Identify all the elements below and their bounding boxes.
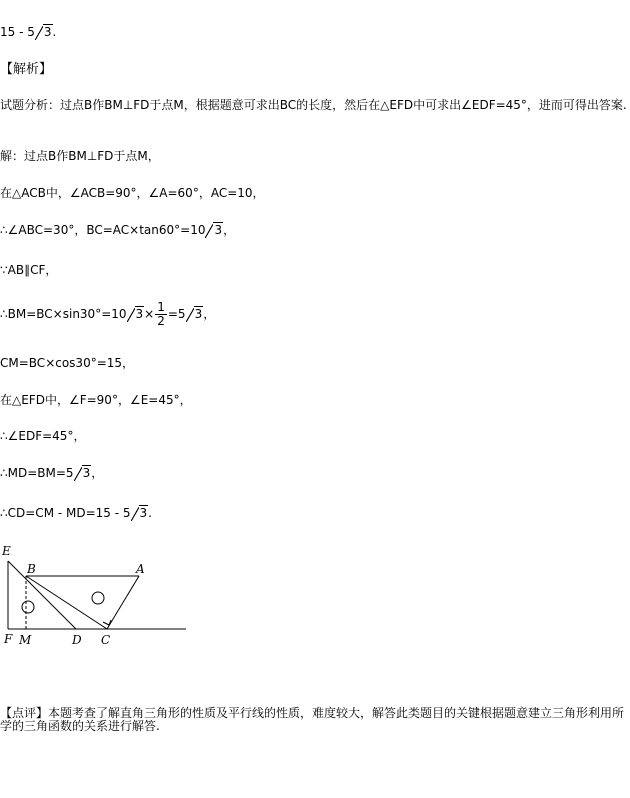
geometry-figure	[0, 543, 200, 653]
times-sign: ×	[144, 307, 155, 321]
line-bm-end: ，	[203, 307, 216, 321]
analysis-heading: 【解析】	[0, 62, 53, 77]
fraction-half: $\frac{1}{2}$	[157, 300, 165, 328]
line-cd-text: ∴CD=CM - MD=15 - 5	[0, 506, 131, 520]
answer-prefix: 15 - 5	[0, 25, 35, 39]
line-bm-eq: =5	[167, 307, 186, 321]
line-bc-text: ∴∠ABC=30°，BC=AC×tan60°=10	[0, 223, 206, 237]
label-b: B	[27, 562, 36, 576]
sqrt-symbol: 3	[127, 306, 145, 322]
right-angle-mark	[103, 620, 111, 625]
analysis-text: 试题分析：过点B作BM⊥FD于点M，根据题意可求出BC的长度，然后在△EFD中可求出∠EDF=45°，进而可得出答案.	[0, 98, 627, 112]
answer-suffix: .	[52, 25, 57, 39]
label-f: F	[4, 632, 13, 646]
sqrt-symbol: 3	[74, 465, 92, 481]
line-md-end: ，	[91, 466, 104, 480]
circle-right	[92, 592, 104, 604]
label-e: E	[2, 544, 11, 558]
sqrt-symbol: 3	[205, 222, 223, 238]
answer-line	[0, 24, 56, 40]
segment-ed	[8, 561, 76, 629]
sqrt-symbol: 3	[131, 505, 149, 521]
line-triangle-acb: 在△ACB中，∠ACB=90°，∠A=60°，AC=10，	[0, 186, 265, 200]
line-cd-end: .	[148, 506, 152, 520]
label-c: C	[101, 633, 111, 647]
label-a: A	[136, 562, 145, 576]
line-triangle-efd: 在△EFD中，∠F=90°，∠E=45°，	[0, 393, 192, 407]
line-bc-end: ，	[223, 223, 236, 237]
segment-bc	[26, 576, 107, 629]
line-md	[0, 465, 103, 481]
line-bm-text: ∴BM=BC×sin30°=10	[0, 307, 127, 321]
line-parallel: ∵AB∥CF，	[0, 263, 58, 277]
circle-left	[22, 601, 34, 613]
line-bc	[0, 222, 235, 238]
solution-intro: 解：过点B作BM⊥FD于点M，	[0, 149, 160, 163]
label-m: M	[19, 633, 32, 647]
line-bm	[0, 301, 215, 328]
line-cd	[0, 505, 152, 521]
label-d: D	[72, 633, 82, 647]
line-md-text: ∴MD=BM=5	[0, 466, 74, 480]
comment-text: 【点评】本题考查了解直角三角形的性质及平行线的性质，难度较大，解答此类题目的关键根据题意建立三角形利用所学的三角函数的关系进行解答.	[0, 706, 625, 733]
sqrt-symbol: 3	[186, 306, 204, 322]
line-cm: CM=BC×cos30°=15，	[0, 356, 135, 370]
sqrt-symbol: 3	[35, 24, 53, 40]
line-edf: ∴∠EDF=45°，	[0, 429, 86, 443]
segment-ac	[107, 576, 139, 629]
